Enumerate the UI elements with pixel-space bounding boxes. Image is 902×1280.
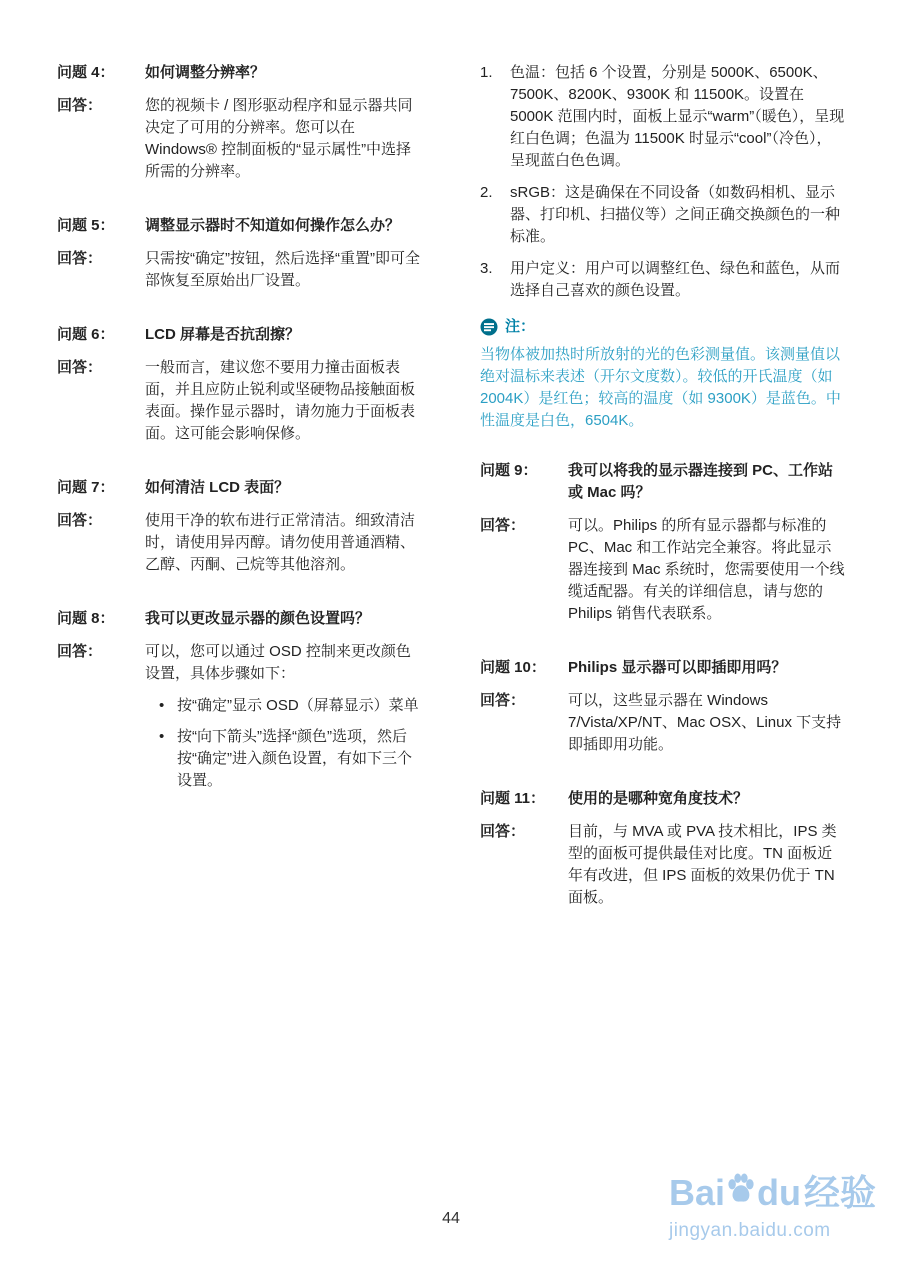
answer-label: 回答：: [480, 823, 526, 840]
answer-text: 只需按“确定”按钮，然后选择“重置”即可全部恢复至原始出厂设置。: [145, 250, 420, 289]
item-number: 1.: [480, 64, 493, 81]
bullet-item: [145, 695, 423, 717]
item-text: sRGB：这是确保在不同设备（如数码相机、显示器、打印机、扫描仪等）之间正确交换颜色的一种标准。: [510, 184, 841, 245]
question-text: LCD 屏幕是否抗刮擦？: [145, 326, 300, 343]
answer-row: [480, 690, 846, 756]
answer-label: 回答：: [480, 517, 526, 534]
question-text: 使用的是哪种宽角度技术？: [568, 790, 749, 807]
watermark-url: jingyan.baidu.com: [668, 1220, 831, 1241]
question-row: [480, 657, 846, 679]
note-block: [480, 316, 846, 432]
answer-label: 回答：: [57, 643, 103, 660]
qa-block-9: [480, 460, 846, 625]
question-label: 问题 8：: [57, 610, 115, 627]
answer-label: 回答：: [57, 250, 103, 267]
question-label: 问题 11：: [480, 790, 546, 807]
answer-row: [57, 510, 423, 576]
answer-text: 使用干净的软布进行正常清洁。细致清洁时，请使用异丙醇。请勿使用普通酒精、乙醇、丙酮、己烷等其他溶剂。: [145, 512, 416, 573]
item-number: 2.: [480, 184, 493, 201]
answer-row: [480, 821, 846, 909]
qa-block-6: [57, 324, 423, 445]
question-label: 问题 9：: [480, 462, 538, 479]
page-content: [57, 62, 846, 941]
item-text: 色温：包括 6 个设置，分别是 5000K、6500K、7500K、8200K、9300K 和 11500K。设置在 5000K 范围内时，面板上显示“warm”（暖色），呈现红白色调；色温为 11500K 时显示“cool”（冷色），呈现蓝白色色调。: [510, 64, 845, 169]
baidu-paw-icon: [727, 1173, 755, 1203]
note-icon: [480, 318, 498, 336]
answer-row: [57, 357, 423, 445]
qa-block-4: [57, 62, 423, 183]
answer-label: 回答：: [480, 692, 526, 709]
question-row: [57, 477, 423, 499]
question-label: 问题 10：: [480, 659, 546, 676]
answer-row: [57, 95, 423, 183]
question-text: 我可以更改显示器的颜色设置吗？: [145, 610, 371, 627]
color-setting-item-1: [480, 62, 846, 172]
question-row: [480, 460, 846, 504]
question-row: [480, 788, 846, 810]
question-text: Philips 显示器可以即插即用吗？: [568, 659, 787, 676]
answer-label: 回答：: [57, 512, 103, 529]
qa-block-11: [480, 788, 846, 909]
left-column: [57, 62, 423, 941]
question-label: 问题 5：: [57, 217, 115, 234]
question-row: [57, 215, 423, 237]
color-setting-item-2: [480, 182, 846, 248]
right-column: [480, 62, 846, 941]
answer-row: [480, 515, 846, 625]
question-row: [57, 62, 423, 84]
answer-row: [57, 641, 423, 685]
note-header: [480, 316, 846, 338]
baidu-logo-text-cn: 经验: [803, 1172, 876, 1213]
answer-text: 可以。Philips 的所有显示器都与标准的 PC、Mac 和工作站完全兼容。将此显示器连接到 Mac 系统时，您需要使用一个线缆适配器。有关的详细信息，请与您的 Philips 销售代表联系。: [568, 517, 845, 622]
answer-bullet-list: [145, 695, 423, 792]
question-text: 如何清洁 LCD 表面？: [145, 479, 290, 496]
qa-block-10: [480, 657, 846, 756]
item-number: 3.: [480, 260, 493, 277]
question-label: 问题 7：: [57, 479, 115, 496]
answer-text: 目前，与 MVA 或 PVA 技术相比，IPS 类型的面板可提供最佳对比度。TN 面板近年有改进，但 IPS 面板的效果仍优于 TN 面板。: [568, 823, 837, 906]
question-label: 问题 4：: [57, 64, 115, 81]
answer-text: 可以，您可以通过 OSD 控制来更改颜色设置，具体步骤如下：: [145, 643, 411, 682]
question-text: 调整显示器时不知道如何操作怎么办？: [145, 217, 401, 234]
answer-text: 一般而言，建议您不要用力撞击面板表面，并且应防止锐利或坚硬物品接触面板表面。操作显示器时，请勿施力于面板表面。这可能会影响保修。: [145, 359, 416, 442]
color-setting-item-3: [480, 258, 846, 302]
question-row: [57, 324, 423, 346]
page-number: 44: [442, 1210, 460, 1227]
answer-text: 您的视频卡 / 图形驱动程序和显示器共同决定了可用的分辨率。您可以在 Windows® 控制面板的“显示属性”中选择所需的分辨率。: [145, 97, 413, 180]
bullet-text: 按“向下箭头”选择“颜色”选项，然后按“确定”进入颜色设置，有如下三个设置。: [177, 728, 412, 789]
item-text: 用户定义：用户可以调整红色、绿色和蓝色，从而选择自己喜欢的颜色设置。: [510, 260, 841, 299]
note-text: 当物体被加热时所放射的光的色彩测量值。该测量值以绝对温标来表述（开尔文度数）。较低的开氏温度（如 2004K）是红色；较高的温度（如 9300K）是蓝色。中性温度是白色，6504K。: [480, 346, 841, 429]
answer-row: [57, 248, 423, 292]
baidu-logo-text-prefix: Bai: [668, 1172, 725, 1213]
bullet-marker: •: [159, 728, 165, 745]
qa-block-5: [57, 215, 423, 292]
answer-label: 回答：: [57, 359, 103, 376]
baidu-jingyan-watermark: [669, 1173, 876, 1242]
answer-label: 回答：: [57, 97, 103, 114]
answer-text: 可以，这些显示器在 Windows 7/Vista/XP/NT、Mac OSX、Linux 下支持即插即用功能。: [568, 692, 842, 753]
bullet-text: 按“确定”显示 OSD（屏幕显示）菜单: [177, 697, 419, 714]
baidu-jingyan-logo: [669, 1173, 876, 1213]
bullet-marker: •: [159, 697, 165, 714]
question-label: 问题 6：: [57, 326, 115, 343]
question-row: [57, 608, 423, 630]
bullet-item: [145, 726, 423, 792]
question-text: 如何调整分辨率？: [145, 64, 266, 81]
qa-block-7: [57, 477, 423, 576]
qa-block-8: [57, 608, 423, 792]
question-text: 我可以将我的显示器连接到 PC、工作站或 Mac 吗？: [568, 462, 834, 501]
baidu-logo-text-suffix: du: [757, 1172, 801, 1213]
note-label: 注：: [505, 318, 536, 335]
